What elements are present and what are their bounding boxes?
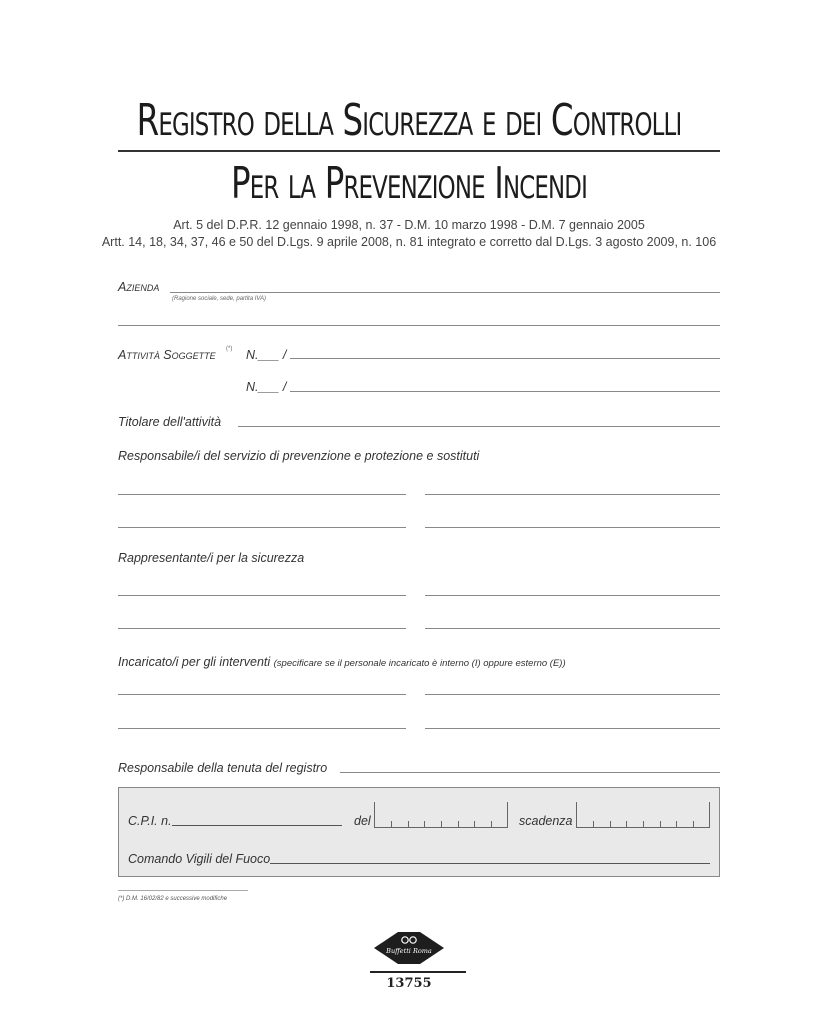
responsabili-field-4[interactable] xyxy=(425,527,720,528)
incaricati-field-3[interactable] xyxy=(118,728,406,729)
title-divider xyxy=(118,150,720,152)
del-date-field[interactable] xyxy=(374,802,508,828)
title-line-2: Per la Prevenzione Incendi xyxy=(230,158,588,209)
incaricati-field-1[interactable] xyxy=(118,694,406,695)
azienda-label: Azienda xyxy=(118,280,160,294)
rappresentante-field-1[interactable] xyxy=(118,595,406,596)
title-line-1: Registro della Sicurezza e dei Controlli xyxy=(136,95,682,146)
publisher-rule xyxy=(370,971,466,973)
titolare-label: Titolare dell'attività xyxy=(118,415,222,429)
comando-label: Comando Vigili del Fuoco xyxy=(128,852,271,866)
rappresentante-field-2[interactable] xyxy=(425,595,720,596)
del-label: del xyxy=(354,814,371,828)
incaricati-field-4[interactable] xyxy=(425,728,720,729)
azienda-field[interactable] xyxy=(170,292,720,293)
incaricati-label-text: Incaricato/i per gli interventi xyxy=(118,655,271,669)
legal-reference-1: Art. 5 del D.P.R. 12 gennaio 1998, n. 37 - D.M. 10 marzo 1998 - D.M. 7 gennaio 2005 xyxy=(173,218,645,232)
incaricati-note: (specificare se il personale incaricato è interno (I) oppure esterno (E)) xyxy=(273,658,566,669)
publisher-logo-text: Buffetti Roma xyxy=(386,947,432,955)
product-code: 13755 xyxy=(386,976,432,991)
scadenza-label: scadenza xyxy=(519,814,573,828)
tenuta-field[interactable] xyxy=(340,772,720,773)
publisher-logo xyxy=(370,930,448,966)
titolare-field[interactable] xyxy=(238,426,720,427)
responsabili-field-3[interactable] xyxy=(118,527,406,528)
cpi-number-field[interactable] xyxy=(172,825,342,826)
comando-field[interactable] xyxy=(270,863,710,864)
rappresentante-field-3[interactable] xyxy=(118,628,406,629)
azienda-hint: (Ragione sociale, sede, partita IVA) xyxy=(172,296,267,302)
footnote-rule xyxy=(118,890,248,891)
attivita-number-2: N.___ / xyxy=(246,380,287,394)
incaricati-label xyxy=(118,655,566,669)
attivita-number-1: N.___ / xyxy=(246,348,287,362)
responsabili-field-2[interactable] xyxy=(425,494,720,495)
scadenza-date-field[interactable] xyxy=(576,802,710,828)
incaricati-field-2[interactable] xyxy=(425,694,720,695)
footnote-text: (*) D.M. 16/02/82 e successive modifiche xyxy=(118,896,228,902)
attivita-field-2[interactable] xyxy=(290,391,720,392)
cpi-label: C.P.I. n. xyxy=(128,814,172,828)
attivita-label: Attività Soggette xyxy=(118,348,216,362)
attivita-footnote-mark: (*) xyxy=(226,346,233,352)
legal-reference-2: Artt. 14, 18, 34, 37, 46 e 50 del D.Lgs. 9 aprile 2008, n. 81 integrato e corretto dal D.Lgs. 3 agosto 2009, n. 106 xyxy=(101,235,717,249)
responsabili-label: Responsabile/i del servizio di prevenzione e protezione e sostituti xyxy=(118,449,480,463)
responsabili-field-1[interactable] xyxy=(118,494,406,495)
attivita-field-1[interactable] xyxy=(290,358,720,359)
tenuta-label: Responsabile della tenuta del registro xyxy=(118,761,328,775)
rappresentante-field-4[interactable] xyxy=(425,628,720,629)
azienda-field-2[interactable] xyxy=(118,325,720,326)
rappresentante-label: Rappresentante/i per la sicurezza xyxy=(118,551,305,565)
